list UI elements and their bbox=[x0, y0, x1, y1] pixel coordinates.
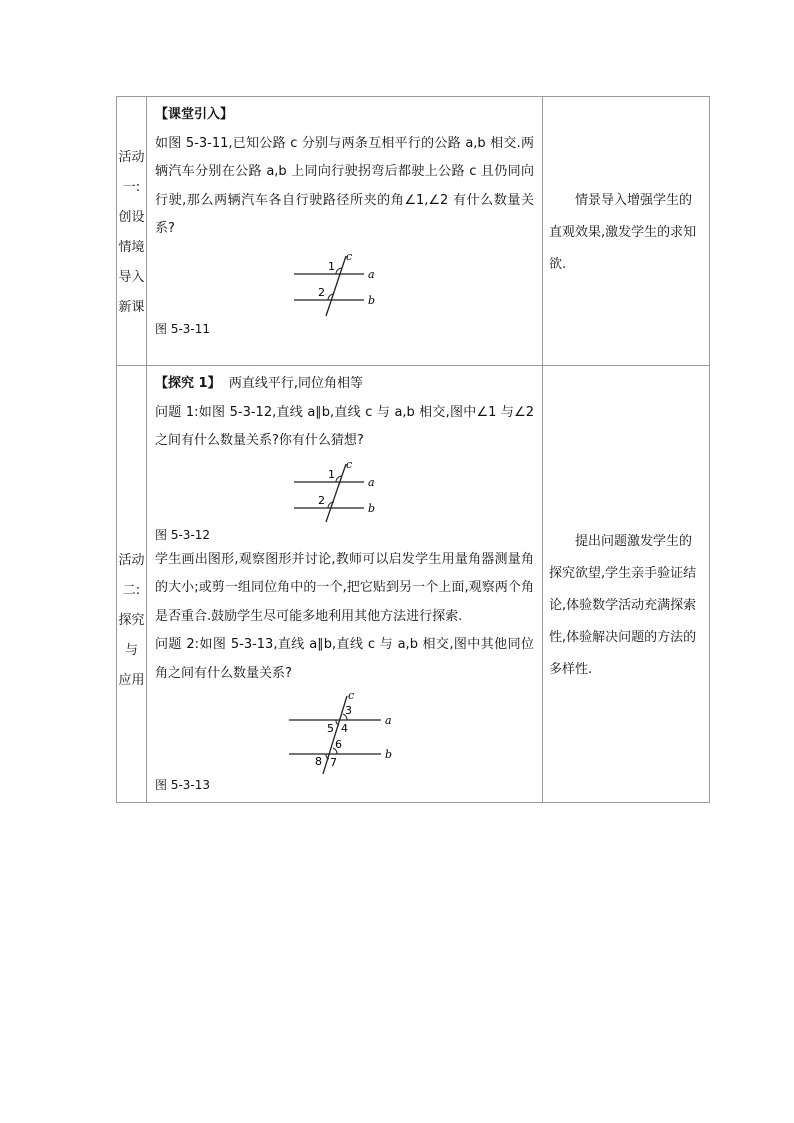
label-line: 与 bbox=[124, 643, 138, 658]
angle-label-6: 6 bbox=[334, 738, 342, 751]
label-line: 探究 bbox=[118, 613, 145, 628]
figure-5-3-12 bbox=[155, 458, 534, 524]
table-row bbox=[117, 97, 710, 366]
angle-label-8: 8 bbox=[314, 755, 322, 768]
activity-label-2 bbox=[117, 366, 147, 803]
question-2: 问题 2:如图 5-3-13,直线 a∥b,直线 c 与 a,b 相交,图中其他同位角之间有什么数量关系? bbox=[155, 637, 534, 681]
line-label-c: c bbox=[345, 457, 352, 471]
label-line: 活动 bbox=[118, 553, 145, 568]
question-1: 问题 1:如图 5-3-12,直线 a∥b,直线 c 与 a,b 相交,图中∠1 与∠2 之间有什么数量关系?你有什么猜想? bbox=[155, 404, 534, 448]
label-line: 二: bbox=[122, 583, 141, 598]
line-label-b: b bbox=[367, 293, 375, 307]
explore-paragraph: 学生画出图形,观察图形并讨论,教师可以启发学生用量角器测量角的大小;或剪一组同位角中的一个,把它贴到另一个上面,观察两个角是否重合.鼓励学生尽可能多地利用其他方法进行探索. bbox=[155, 551, 534, 624]
angle-label-2: 2 bbox=[317, 285, 325, 299]
parallel-lines-figure bbox=[290, 246, 400, 318]
figure-caption: 图 5-3-13 bbox=[155, 778, 211, 792]
line-label-a: a bbox=[384, 714, 392, 727]
lesson-table bbox=[116, 96, 710, 803]
label-line: 应用 bbox=[118, 673, 145, 688]
angle-label-1: 1 bbox=[327, 259, 335, 273]
parallel-lines-figure bbox=[290, 458, 400, 524]
table-row bbox=[117, 366, 710, 803]
section-title: 【探究 1】 bbox=[155, 376, 221, 391]
activity-content-1 bbox=[147, 97, 543, 366]
intro-paragraph: 如图 5-3-11,已知公路 c 分别与两条互相平行的公路 a,b 相交.两辆汽车分别在公路 a,b 上同向行驶拐弯后都驶上公路 c 且仍同向行驶,那么两辆汽车各自行驶路径所夹的角∠1,∠2 有什么数量关系? bbox=[155, 135, 534, 236]
angle-label-3: 3 bbox=[344, 704, 352, 717]
section-heading bbox=[155, 370, 534, 399]
angle-label-7: 7 bbox=[329, 756, 337, 769]
label-line: 创设 bbox=[118, 210, 145, 225]
figure-caption: 图 5-3-11 bbox=[155, 321, 211, 336]
label-line: 一: bbox=[122, 180, 141, 195]
activity-label-1 bbox=[117, 97, 147, 366]
section-subtitle: 两直线平行,同位角相等 bbox=[228, 376, 363, 391]
line-label-c: c bbox=[347, 690, 354, 702]
line-label-b: b bbox=[384, 748, 392, 761]
line-label-c: c bbox=[345, 249, 352, 263]
line-label-a: a bbox=[367, 267, 375, 281]
angle-label-5: 5 bbox=[326, 722, 334, 735]
note-text: 情景导入增强学生的直观效果,激发学生的求知欲. bbox=[549, 193, 697, 272]
angle-label-1: 1 bbox=[327, 467, 335, 481]
section-title: 【课堂引入】 bbox=[155, 107, 234, 122]
figure-5-3-13 bbox=[155, 690, 534, 774]
activity-note-2 bbox=[543, 366, 710, 803]
angle-label-4: 4 bbox=[340, 722, 348, 735]
activity-note-1 bbox=[543, 97, 710, 366]
line-label-a: a bbox=[367, 475, 375, 489]
parallel-lines-figure-8-angles bbox=[285, 690, 405, 774]
figure-caption: 图 5-3-12 bbox=[155, 527, 211, 542]
figure-5-3-11 bbox=[155, 246, 534, 318]
angle-label-2: 2 bbox=[317, 493, 325, 507]
note-text: 提出问题激发学生的探究欲望,学生亲手验证结论,体验数学活动充满探索性,体验解决问题的方法的多样性. bbox=[549, 534, 697, 677]
label-line: 情境 bbox=[118, 240, 145, 255]
label-line: 新课 bbox=[118, 300, 145, 315]
activity-content-2 bbox=[147, 366, 543, 803]
label-line: 活动 bbox=[118, 150, 145, 165]
line-label-b: b bbox=[367, 501, 375, 515]
label-line: 导入 bbox=[118, 270, 145, 285]
